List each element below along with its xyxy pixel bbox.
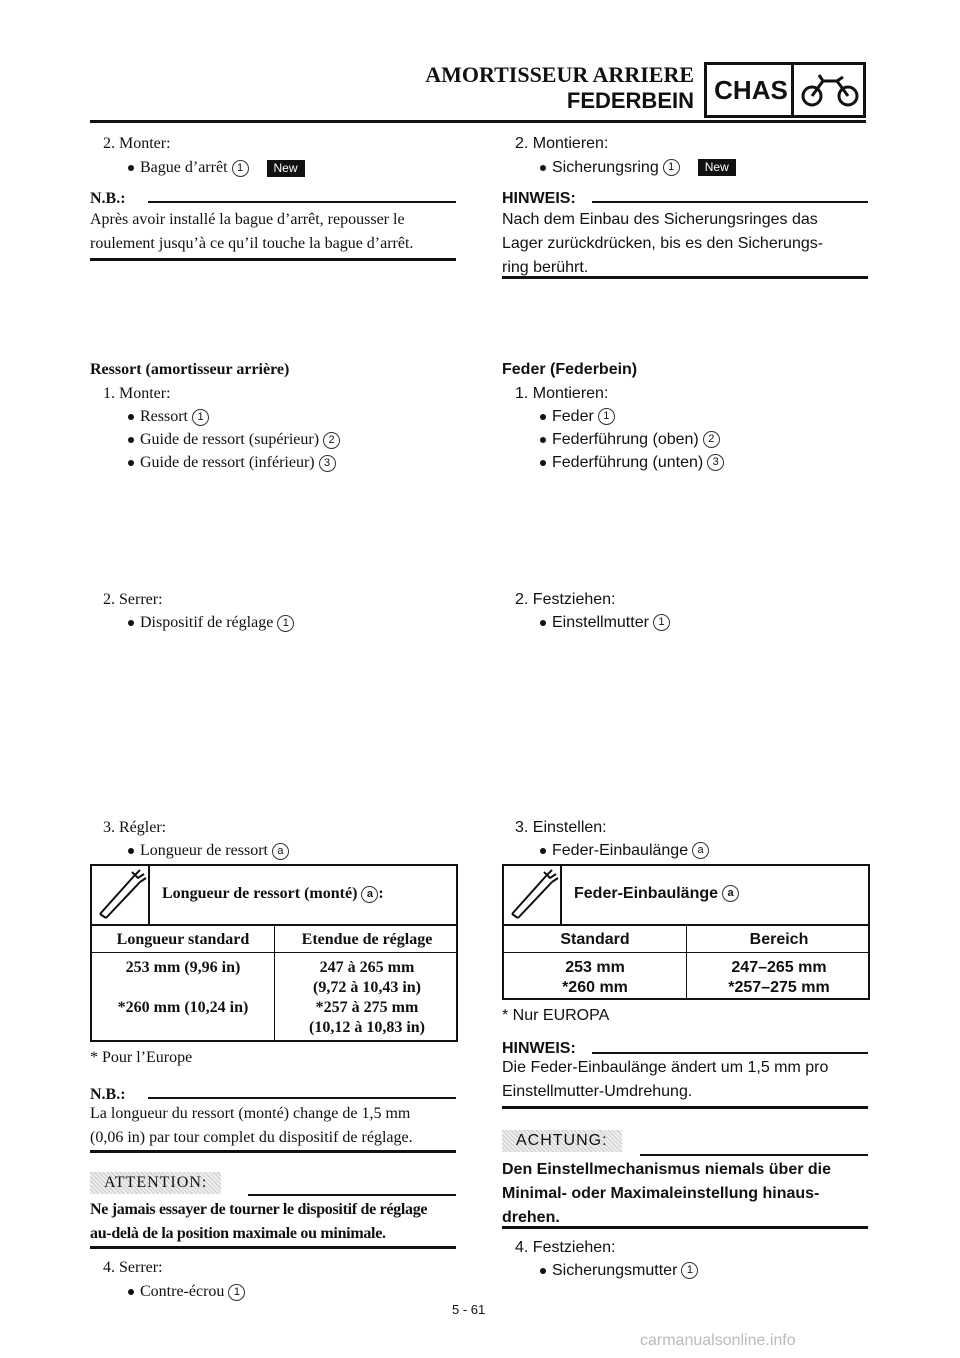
fr-ressort-item-1: Ressort 1 [128, 405, 209, 429]
de-spec-col2: Bereich [749, 931, 809, 948]
fr-step-monter-1: 2. Monter: [103, 135, 171, 152]
fr-nb2-label: N.B.: [90, 1086, 126, 1103]
fr-item-contre-ecrou: Contre-écrou 1 [128, 1280, 245, 1304]
fr-nb2-text: La longueur du ressort (monté) change de 1,5 mm (0,06 in) par tour complet du dispositif de réglage. [90, 1105, 413, 1146]
fr-spec-col2: Etendue de réglage [301, 931, 433, 948]
fr-step-serrer-4: 4. Serrer: [103, 1259, 163, 1276]
page-number: 5 - 61 [452, 1302, 486, 1317]
de-hinweis2-text: Die Feder-Einbaulänge ändert um 1,5 mm pro Einstellmutter-Umdrehung. [502, 1059, 829, 1100]
fr-item-dispositif: Dispositif de réglage 1 [128, 611, 294, 635]
fr-attention-label: ATTENTION: [90, 1172, 221, 1194]
de-step-festziehen-4: 4. Festziehen: [515, 1239, 616, 1256]
fr-step-serrer: 2. Serrer: [103, 591, 163, 608]
de-hinweis-text: Nach dem Einbau des Sicherungsringes das Lager zurückdrücken, bis es den Sicherungs- ring berührt. [502, 211, 824, 276]
fr-europe-note: * Pour l’Europe [90, 1049, 193, 1066]
de-item-sicherungsmutter: Sicherungsmutter 1 [540, 1259, 698, 1283]
header-title-de: FEDERBEIN [566, 88, 694, 113]
caliper-icon [94, 868, 148, 924]
de-hinweis-label: HINWEIS: [502, 190, 576, 207]
de-step-montieren-1: 2. Montieren: [515, 135, 609, 152]
de-europe-note: * Nur EUROPA [502, 1007, 610, 1024]
de-spec-col1: Standard [560, 931, 630, 948]
de-step-einstellen: 3. Einstellen: [515, 819, 607, 836]
fr-spec-col1: Longueur standard [116, 931, 250, 948]
de-item-einstellmutter: Einstellmutter 1 [540, 611, 670, 635]
fr-ressort-item-2: Guide de ressort (supérieur) 2 [128, 428, 340, 452]
de-feder-title: Feder (Federbein) [502, 361, 638, 378]
de-item-sicherungsring: Sicherungsring 1 New [540, 156, 736, 180]
fr-item-longueur: Longueur de ressort a [128, 839, 289, 863]
fr-step-regler: 3. Régler: [103, 819, 167, 836]
de-feder-item-1: Feder 1 [540, 405, 615, 429]
de-item-einbaulaenge: Feder-Einbaulänge a [540, 839, 709, 863]
section-label: CHAS [714, 75, 788, 105]
fr-nb-label: N.B.: [90, 190, 126, 207]
watermark: carmanualsonline.info [640, 1332, 796, 1349]
header-rule [90, 120, 866, 123]
de-feder-item-3: Federführung (unten) 3 [540, 451, 724, 475]
de-feder-item-2: Federführung (oben) 2 [540, 428, 720, 452]
de-achtung-text: Den Einstellmechanismus niemals über die Minimal- oder Maximaleinstellung hinaus- drehen. [502, 1161, 831, 1226]
fr-spec-table: Longueur de ressort (monté) a : Longueur standard Etendue de réglage 253 mm (9,96 in) *260 mm (10,24 in) 247 à 265 mm (9,72 à 10,43 in) *257 à 275 mm (10,12 à 10,83 in) [90, 864, 458, 1042]
fr-item-bague: Bague d’arrêt 1 New [128, 156, 305, 180]
fr-ressort-item-3: Guide de ressort (inférieur) 3 [128, 451, 336, 475]
section-box [704, 62, 866, 118]
de-spec-table: Feder-Einbaulänge a Standard Bereich 253 mm *260 mm 247–265 mm *257–275 mm [502, 864, 870, 1000]
header-title-fr: AMORTISSEUR ARRIERE [425, 62, 694, 87]
de-step-festziehen: 2. Festziehen: [515, 591, 616, 608]
fr-nb-text: Après avoir installé la bague d’arrêt, repousser le roulement jusqu’à ce qu’il touche la bague d’arrêt. [90, 211, 414, 252]
fr-ressort-step: 1. Monter: [103, 385, 171, 402]
de-feder-step: 1. Montieren: [515, 385, 609, 402]
fr-spec-title: Longueur de ressort (monté) a : [162, 885, 384, 902]
caliper-icon [506, 868, 560, 924]
de-achtung-label: ACHTUNG: [502, 1130, 622, 1152]
fr-ressort-title: Ressort (amortisseur arrière) [90, 361, 290, 378]
fr-attention-text: Ne jamais essayer de tourner le dispositif de réglage au-delà de la position maximale ou minimale. [90, 1201, 428, 1242]
de-spec-title: Feder-Einbaulänge a [574, 882, 739, 906]
motorcycle-icon [799, 71, 861, 111]
de-hinweis2-label: HINWEIS: [502, 1040, 576, 1057]
